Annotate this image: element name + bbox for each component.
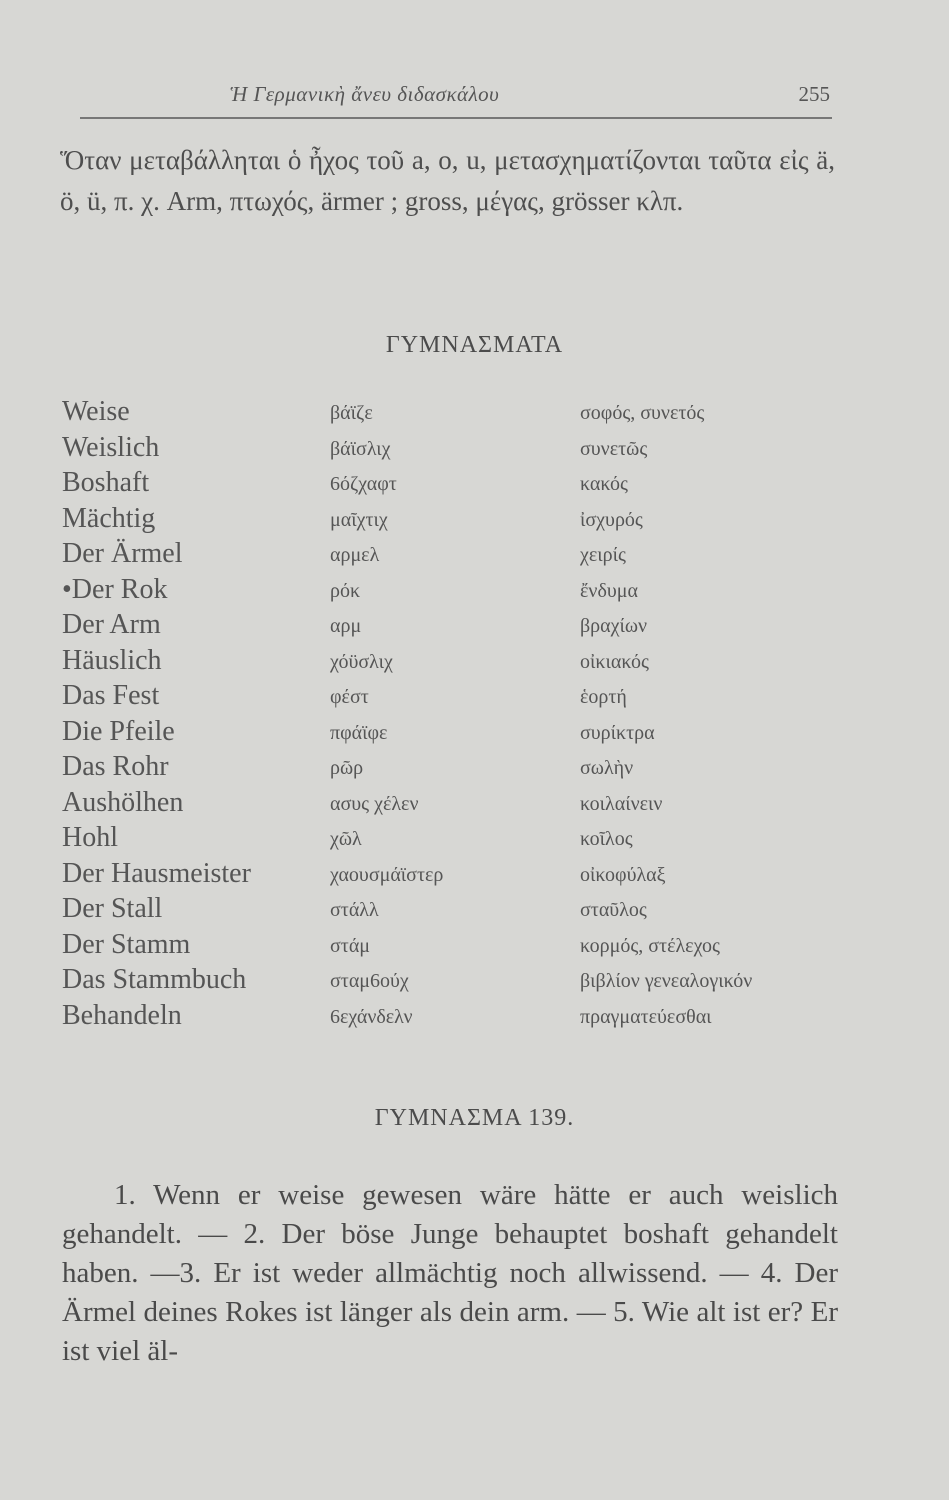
vocab-pronunciation: χόϋσλιχ bbox=[330, 650, 393, 673]
vocab-row bbox=[62, 538, 862, 574]
vocab-row bbox=[62, 787, 862, 823]
intro-paragraph bbox=[60, 140, 835, 222]
vocab-german: Das Fest bbox=[62, 680, 160, 711]
vocab-pronunciation: 6όζχαφτ bbox=[330, 473, 397, 495]
vocab-german: Boshaft bbox=[62, 467, 150, 498]
vocab-german: Der Stamm bbox=[62, 928, 191, 960]
vocab-pronunciation: ασυς χέλεν bbox=[330, 792, 419, 815]
vocab-pronunciation: φέστ bbox=[330, 686, 369, 708]
vocab-greek: σωλὴν bbox=[580, 757, 634, 779]
vocab-row bbox=[62, 716, 862, 752]
vocab-german: Behandeln bbox=[62, 999, 182, 1031]
vocab-greek: κοιλαίνειν bbox=[580, 792, 663, 815]
vocab-german: Die Pfeile bbox=[62, 715, 175, 747]
page-header bbox=[60, 82, 830, 118]
vocab-pronunciation: στάμ bbox=[330, 934, 371, 957]
vocab-german: Mächtig bbox=[62, 502, 156, 534]
vocab-pronunciation: αρμ bbox=[330, 615, 362, 637]
vocab-greek: κοῖλος bbox=[580, 828, 633, 850]
vocab-pronunciation: χῶλ bbox=[330, 828, 362, 850]
vocab-greek: κορμός, στέλεχος bbox=[580, 934, 720, 957]
vocab-row bbox=[62, 467, 862, 503]
vocab-row bbox=[62, 929, 862, 965]
vocab-pronunciation: βάϊσλιχ bbox=[330, 437, 391, 460]
vocab-row bbox=[62, 822, 862, 858]
vocab-row bbox=[62, 964, 862, 1000]
vocab-german: Weise bbox=[62, 396, 130, 427]
vocab-german: Der Stall bbox=[62, 893, 163, 924]
vocab-pronunciation: αρμελ bbox=[330, 544, 380, 566]
vocab-greek: ἰσχυρός bbox=[580, 508, 643, 531]
vocab-row bbox=[62, 503, 862, 539]
vocab-german: Hohl bbox=[62, 822, 118, 853]
vocab-greek: οἰκιακός bbox=[580, 650, 649, 673]
vocab-greek: πραγματεύεσθαι bbox=[580, 1005, 712, 1028]
vocab-greek: οἰκοφύλαξ bbox=[580, 863, 666, 886]
vocab-german: Das Stammbuch bbox=[62, 964, 247, 995]
vocab-german: Der Ärmel bbox=[62, 538, 183, 569]
vocab-pronunciation: στάλλ bbox=[330, 899, 379, 921]
vocab-row bbox=[62, 680, 862, 716]
vocab-german: Das Rohr bbox=[62, 751, 169, 782]
vocab-german: Der Arm bbox=[62, 609, 161, 640]
section-title-exercise-139: ΓΥΜΝΑΣΜΑ 139. bbox=[374, 1105, 575, 1131]
vocab-row bbox=[62, 432, 862, 468]
vocab-greek: κακός bbox=[580, 473, 628, 495]
vocab-pronunciation: πφάϊφε bbox=[330, 721, 388, 744]
vocab-pronunciation: μαῖχτιχ bbox=[330, 508, 388, 531]
vocab-row bbox=[62, 574, 862, 610]
vocab-greek: σοφός, συνετός bbox=[580, 402, 705, 424]
vocab-german: Weislich bbox=[62, 431, 160, 463]
vocab-row bbox=[62, 609, 862, 645]
section-title-exercises: ΓΥΜΝΑΣΜΑΤΑ bbox=[385, 332, 564, 358]
vocab-pronunciation: 6εχάνδελν bbox=[330, 1005, 413, 1028]
page-number: 255 bbox=[798, 82, 830, 106]
vocab-row bbox=[62, 751, 862, 787]
exercise-text: 1. Wenn er weise gewesen wäre hätte er auch weislich gehandelt. — 2. Der böse Junge behauptet boshaft gehandelt haben. —3. Er ist weder allmächtig noch allwissend. — 4. Der Ärmel deines Rokes ist länger als dein arm. — 5. Wie alt ist er? Er ist viel äl- bbox=[62, 1179, 838, 1367]
vocab-row bbox=[62, 858, 862, 894]
vocab-row bbox=[62, 396, 862, 432]
vocab-row bbox=[62, 645, 862, 681]
vocab-pronunciation: ρῶρ bbox=[330, 757, 364, 779]
vocab-greek: ἑορτή bbox=[580, 686, 627, 708]
vocab-greek: βιβλίον γενεαλογικόν bbox=[580, 970, 753, 992]
vocab-greek: βραχίων bbox=[580, 615, 648, 637]
vocab-row bbox=[62, 893, 862, 929]
vocab-pronunciation: σταμ6ούχ bbox=[330, 970, 409, 992]
vocab-german: Der Hausmeister bbox=[62, 857, 251, 889]
intro-text: Ὅταν μεταβάλληται ὁ ἦχος τοῦ a, o, u, μετασχηματίζονται ταῦτα εἰς ä, ö, ü, π. χ. Arm, πτωχός, ärmer ; gross, μέγας, grösser κλπ. bbox=[60, 145, 835, 216]
vocab-german: Häuslich bbox=[62, 644, 162, 676]
header-rule bbox=[80, 117, 832, 123]
vocab-greek: συνετῶς bbox=[580, 437, 648, 460]
vocab-pronunciation: χαουσμάϊστερ bbox=[330, 863, 444, 886]
vocab-pronunciation: βάϊζε bbox=[330, 402, 373, 424]
running-title: Ἡ Γερμανικὴ ἄνευ διδασκάλου bbox=[230, 82, 500, 106]
vocab-german: •Der Rok bbox=[62, 573, 168, 605]
vocab-pronunciation: ρόκ bbox=[330, 579, 361, 602]
vocab-german: Aushölhen bbox=[62, 786, 184, 818]
vocab-greek: ἔνδυμα bbox=[580, 579, 638, 602]
vocab-greek: συρίκτρα bbox=[580, 721, 655, 744]
vocab-row bbox=[62, 1000, 862, 1036]
vocabulary-list bbox=[62, 396, 862, 1035]
exercise-paragraph bbox=[62, 1176, 838, 1371]
vocab-greek: χειρίς bbox=[580, 544, 626, 566]
vocab-greek: σταῦλος bbox=[580, 899, 647, 921]
